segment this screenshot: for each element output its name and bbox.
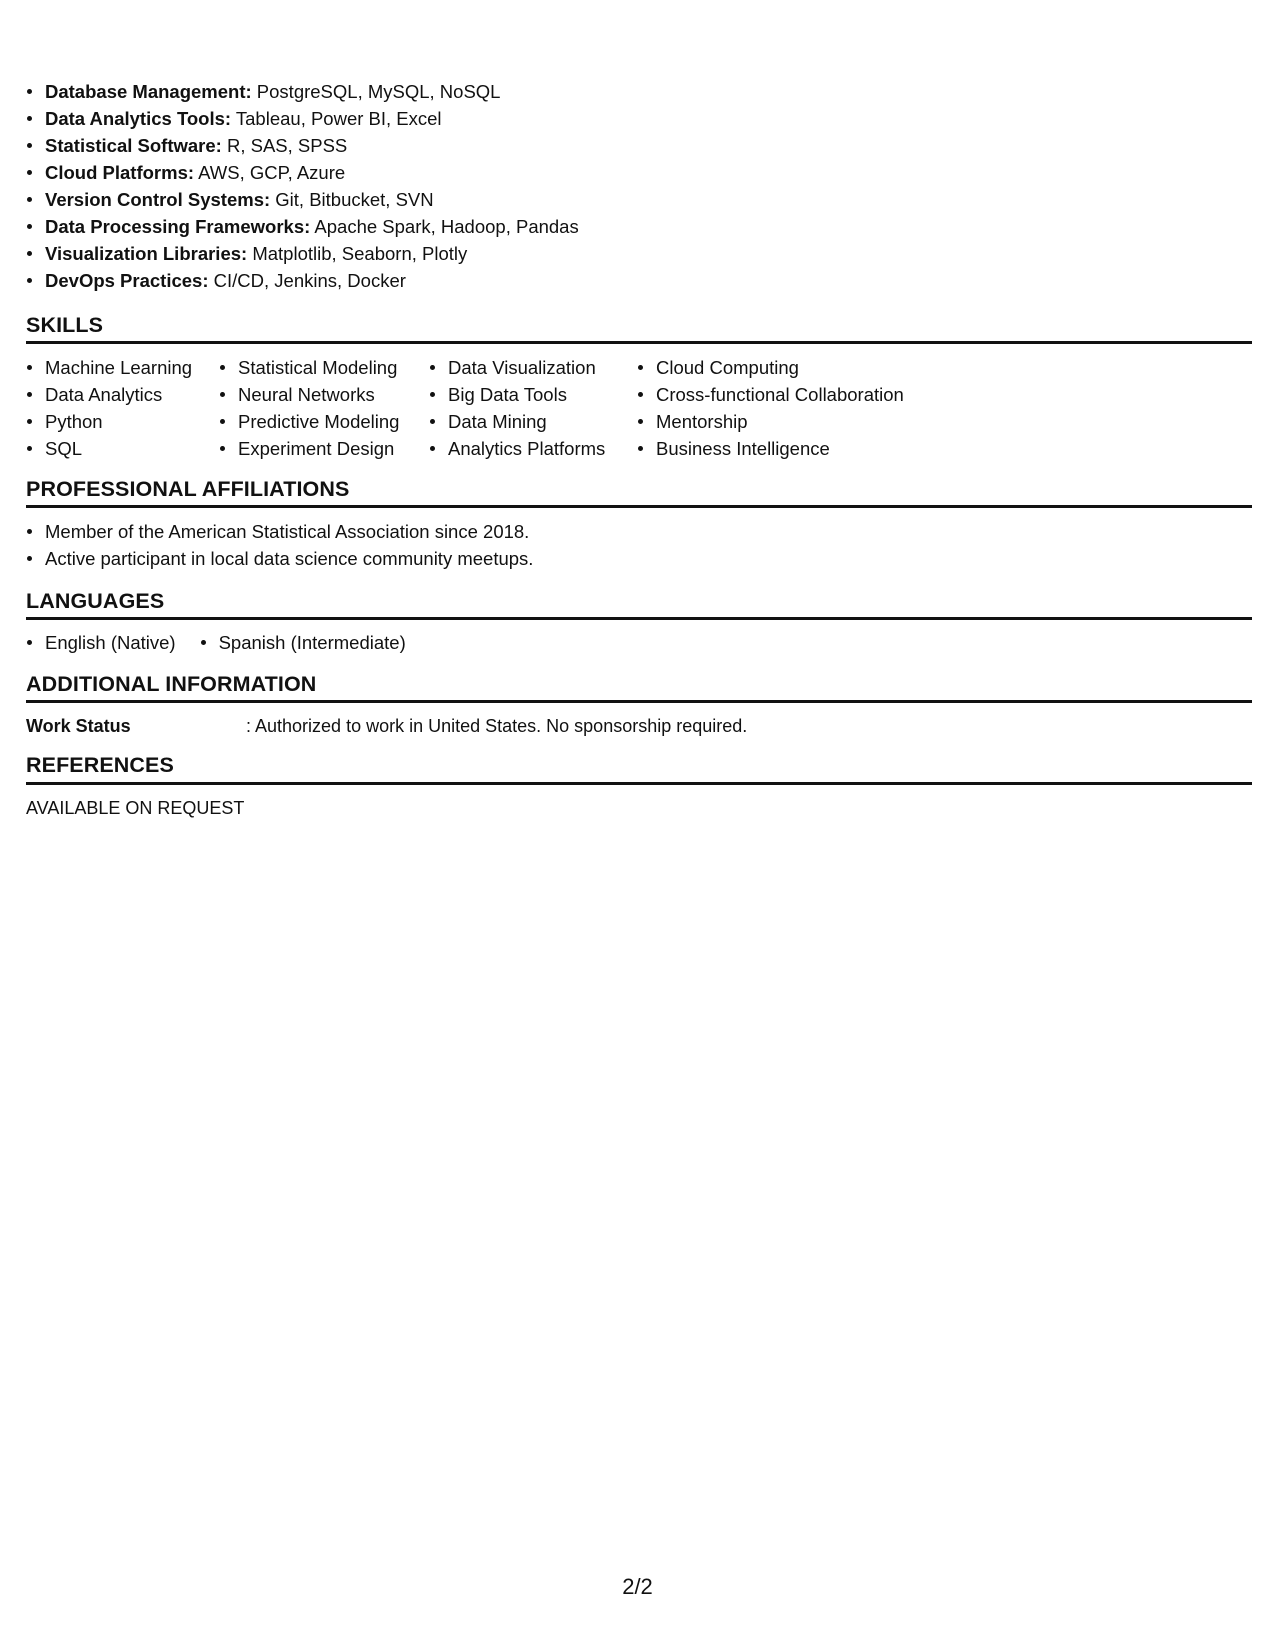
list-item: Data Analytics [26, 381, 192, 408]
section-title-skills: SKILLS [26, 313, 104, 337]
list-item: Analytics Platforms [429, 435, 605, 462]
list-item: Data Visualization [429, 354, 605, 381]
list-item: Cloud Platforms: AWS, GCP, Azure [26, 159, 579, 186]
list-item: Spanish (Intermediate) [200, 629, 406, 656]
list-item: Member of the American Statistical Association since 2018. [26, 518, 533, 545]
languages-list [26, 629, 430, 656]
list-item: Data Mining [429, 408, 605, 435]
list-item: Predictive Modeling [219, 408, 399, 435]
skills-column-3 [429, 354, 605, 462]
section-divider [26, 782, 1252, 785]
list-item: Database Management: PostgreSQL, MySQL, NoSQL [26, 78, 579, 105]
skills-column-4 [637, 354, 904, 462]
list-item: Cloud Computing [637, 354, 904, 381]
list-item: Data Processing Frameworks: Apache Spark, Hadoop, Pandas [26, 213, 579, 240]
list-item: Active participant in local data science community meetups. [26, 545, 533, 572]
list-item: Statistical Software: R, SAS, SPSS [26, 132, 579, 159]
technical-skills-list [26, 78, 579, 294]
list-item: SQL [26, 435, 192, 462]
section-divider [26, 700, 1252, 703]
list-item: Cross-functional Collaboration [637, 381, 904, 408]
list-item: Big Data Tools [429, 381, 605, 408]
list-item: Version Control Systems: Git, Bitbucket, SVN [26, 186, 579, 213]
list-item: Neural Networks [219, 381, 399, 408]
section-title-affiliations: PROFESSIONAL AFFILIATIONS [26, 477, 350, 501]
list-item: Visualization Libraries: Matplotlib, Seaborn, Plotly [26, 240, 579, 267]
list-item: Statistical Modeling [219, 354, 399, 381]
list-item: Mentorship [637, 408, 904, 435]
section-title-references: REFERENCES [26, 753, 174, 777]
work-status-value: : Authorized to work in United States. No sponsorship required. [246, 716, 748, 736]
list-item: DevOps Practices: CI/CD, Jenkins, Docker [26, 267, 579, 294]
affiliations-list [26, 518, 533, 572]
section-divider [26, 341, 1252, 344]
skills-column-1 [26, 354, 192, 462]
section-divider [26, 505, 1252, 508]
list-item: Machine Learning [26, 354, 192, 381]
section-divider [26, 617, 1252, 620]
list-item: English (Native) [26, 629, 176, 656]
work-status-label: Work Status [26, 716, 131, 736]
list-item: Experiment Design [219, 435, 399, 462]
references-text: AVAILABLE ON REQUEST [26, 798, 245, 818]
list-item: Python [26, 408, 192, 435]
page-number: 2/2 [622, 1574, 653, 1599]
skills-column-2 [219, 354, 399, 462]
section-title-languages: LANGUAGES [26, 589, 165, 613]
list-item: Data Analytics Tools: Tableau, Power BI, Excel [26, 105, 579, 132]
section-title-additional-information: ADDITIONAL INFORMATION [26, 672, 317, 696]
list-item: Business Intelligence [637, 435, 904, 462]
